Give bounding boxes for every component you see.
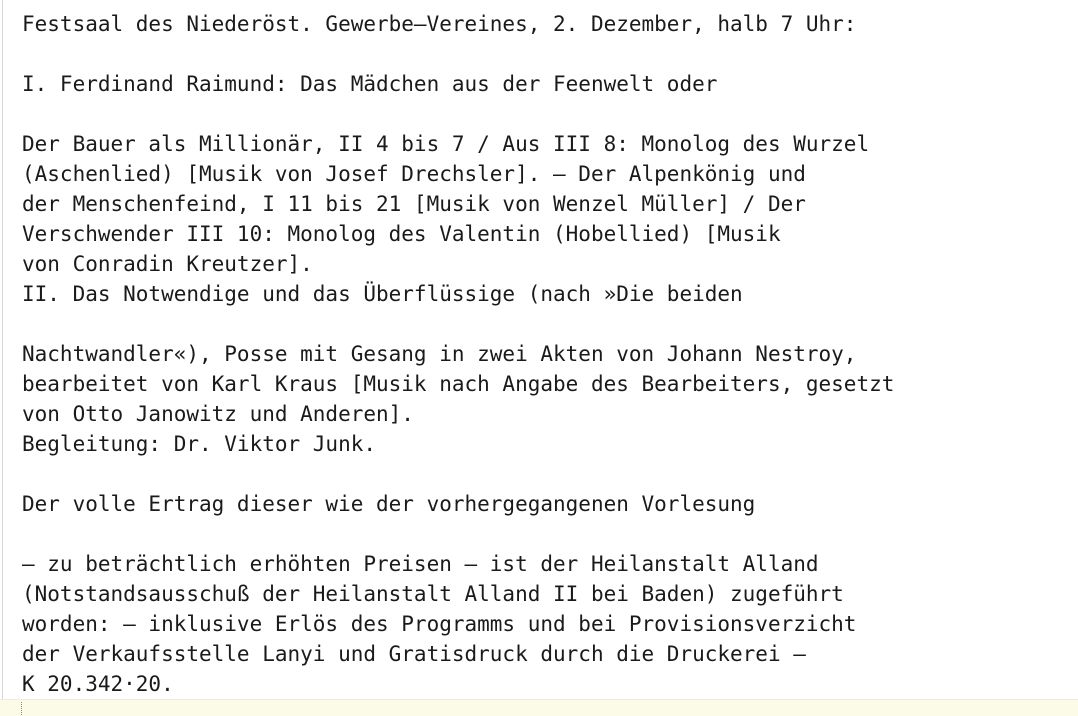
- document-text-area[interactable]: [22, 9, 894, 699]
- text-line: bearbeitet von Karl Kraus [Musik nach Angabe des Bearbeiters, gesetzt: [22, 372, 895, 396]
- text-line: der Verkaufsstelle Lanyi und Gratisdruck durch die Druckerei –: [22, 642, 806, 666]
- text-line: Verschwender III 10: Monolog des Valentin (Hobellied) [Musik: [22, 222, 781, 246]
- text-line: Festsaal des Niederöst. Gewerbe–Vereines, 2. Dezember, halb 7 Uhr:: [22, 12, 857, 36]
- text-line: der Menschenfeind, I 11 bis 21 [Musik von Wenzel Müller] / Der: [22, 192, 806, 216]
- text-line: [22, 519, 894, 549]
- text-line: [22, 99, 894, 129]
- text-line: [22, 459, 894, 489]
- text-line: I. Ferdinand Raimund: Das Mädchen aus der Feenwelt oder: [22, 72, 718, 96]
- text-line: – zu beträchtlich erhöhten Preisen – ist der Heilanstalt Alland: [22, 552, 819, 576]
- text-line: Begleitung: Dr. Viktor Junk.: [22, 432, 377, 456]
- text-line: Nachtwandler«), Posse mit Gesang in zwei Akten von Johann Nestroy,: [22, 342, 857, 366]
- text-line: von Otto Janowitz und Anderen].: [22, 402, 414, 426]
- text-line: Der volle Ertrag dieser wie der vorhergegangenen Vorlesung: [22, 492, 756, 516]
- text-line: (Notstandsausschuß der Heilanstalt Alland II bei Baden) zugeführt: [22, 582, 844, 606]
- text-line: K 20.342·20.: [22, 672, 174, 696]
- text-line: [22, 309, 894, 339]
- current-line-highlight: [0, 699, 1078, 716]
- text-cursor: [21, 702, 23, 715]
- text-line: von Conradin Kreutzer].: [22, 252, 313, 276]
- gutter-divider: [2, 0, 3, 716]
- text-line: worden: – inklusive Erlös des Programms und bei Provisionsverzicht: [22, 612, 857, 636]
- text-line: (Aschenlied) [Musik von Josef Drechsler]. – Der Alpenkönig und: [22, 162, 806, 186]
- text-line: II. Das Notwendige und das Überflüssige (nach »Die beiden: [22, 282, 743, 306]
- text-line: Der Bauer als Millionär, II 4 bis 7 / Aus III 8: Monolog des Wurzel: [22, 132, 870, 156]
- text-line: [22, 39, 894, 69]
